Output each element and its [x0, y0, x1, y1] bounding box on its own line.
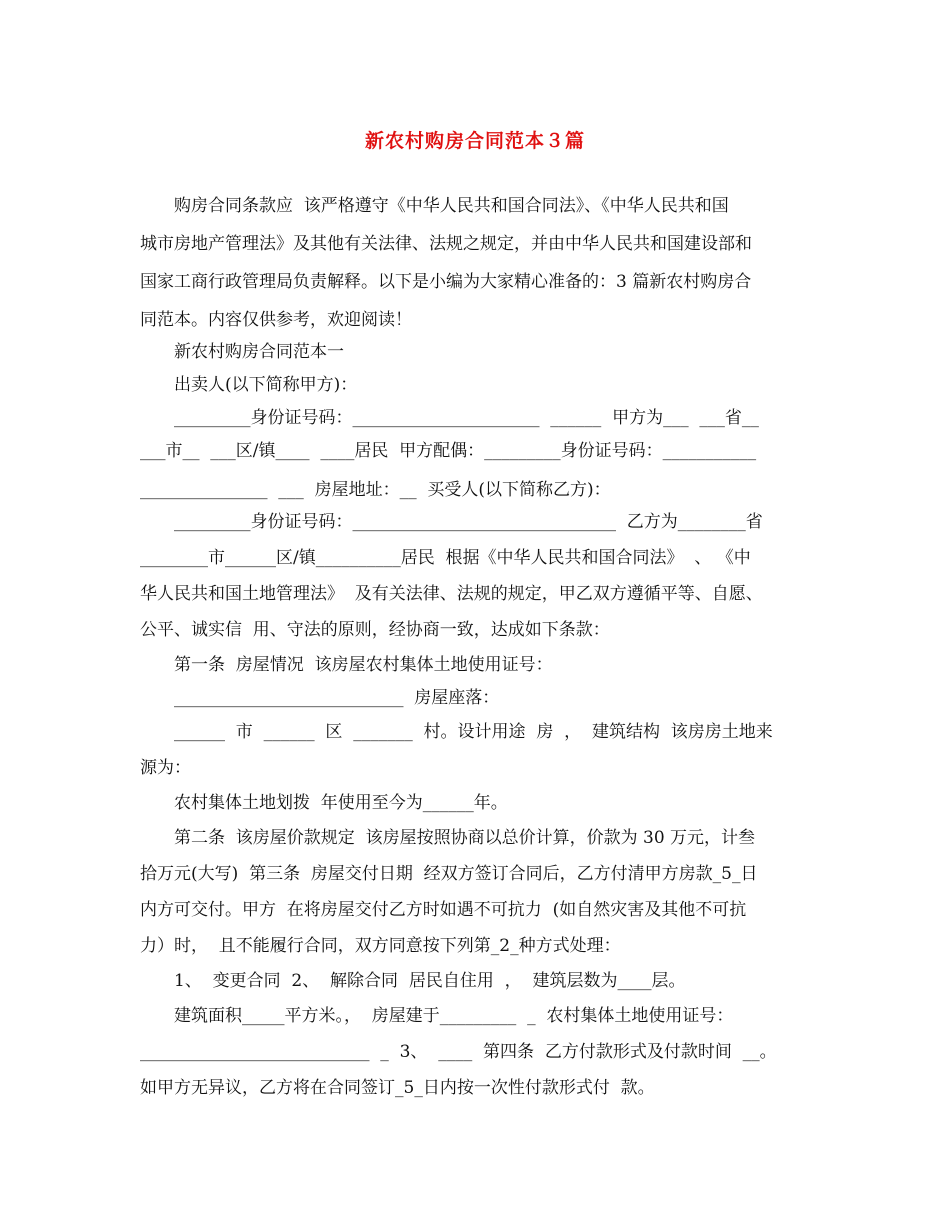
paragraph-line: 出卖人(以下简称甲方)：: [174, 375, 358, 395]
paragraph-line: ___________________________ 房屋座落：: [174, 688, 500, 708]
section-heading: 新农村购房合同范本一: [174, 342, 344, 362]
paragraph-line: 力）时， 且不能履行合同，双方同意按下列第_2_种方式处理：: [140, 936, 621, 956]
paragraph-line: 同范本。内容仅供参考，欢迎阅读！: [140, 310, 412, 330]
paragraph-line: 内方可交付。甲方 在将房屋交付乙方时如遇不可抗力 (如自然灾害及其他不可抗: [140, 900, 747, 920]
paragraph-line: 国家工商行政管理局负责解释。以下是小编为大家精心准备的：3 篇新农村购房合: [140, 272, 752, 292]
paragraph-line: _______________ ___ 房屋地址：__ 买受人(以下简称乙方)：: [140, 480, 611, 500]
paragraph-line: 第二条 该房屋价款规定 该房屋按照协商以总价计算，价款为 30 万元，计叁: [174, 828, 756, 848]
paragraph-line: 拾万元(大写) 第三条 房屋交付日期 经双方签订合同后，乙方付清甲方房款_5_日: [140, 864, 758, 884]
paragraph-line: 华人民共和国土地管理法》 及有关法律、法规的规定，甲乙双方遵循平等、自愿、: [140, 584, 763, 604]
paragraph-line: 公平、诚实信 用、守法的原则，经协商一致，达成如下条款：: [140, 620, 610, 640]
paragraph-line: 源为：: [140, 758, 191, 778]
paragraph-line: ______ 市 ______ 区 _______ 村。设计用途 房 ， 建筑结构 该房房土地来: [174, 722, 773, 742]
paragraph-line: 第一条 房屋情况 该房屋农村集体土地使用证号：: [174, 655, 553, 675]
paragraph-line: 建筑面积_____平方米。， 房屋建于_________ _ 农村集体土地使用证号：: [174, 1006, 734, 1026]
paragraph-line: 农村集体土地划拨 年使用至今为______年。: [174, 793, 508, 813]
paragraph-line: 1、 变更合同 2、 解除合同 居民自住用 ， 建筑层数为____层。: [174, 971, 686, 991]
paragraph-line: 购房合同条款应 该严格遵守《中华人民共和国合同法》、《中华人民共和国: [174, 196, 729, 216]
paragraph-line: _________身份证号码：_______________________________ 乙方为________省: [174, 512, 763, 532]
document-title: 新农村购房合同范本３篇: [364, 130, 585, 152]
paragraph-line: ___市__ ___区/镇____ ____居民 甲方配偶：_________身份证号码：___________: [140, 441, 757, 461]
paragraph-line: ___________________________ _ 3、 ____ 第四条 乙方付款形式及付款时间 __。: [140, 1042, 777, 1062]
paragraph-line: 如甲方无异议，乙方将在合同签订_5_日内按一次性付款形式付 款。: [140, 1078, 655, 1098]
paragraph-line: ________市______区/镇__________居民 根据《中华人民共和国合同法》 、 《中: [140, 548, 751, 568]
paragraph-line: _________身份证号码：______________________ ______ 甲方为___ ___省__: [174, 408, 759, 428]
paragraph-line: 城市房地产管理法》及其他有关法律、法规之规定，并由中华人民共和国建设部和: [140, 234, 752, 254]
